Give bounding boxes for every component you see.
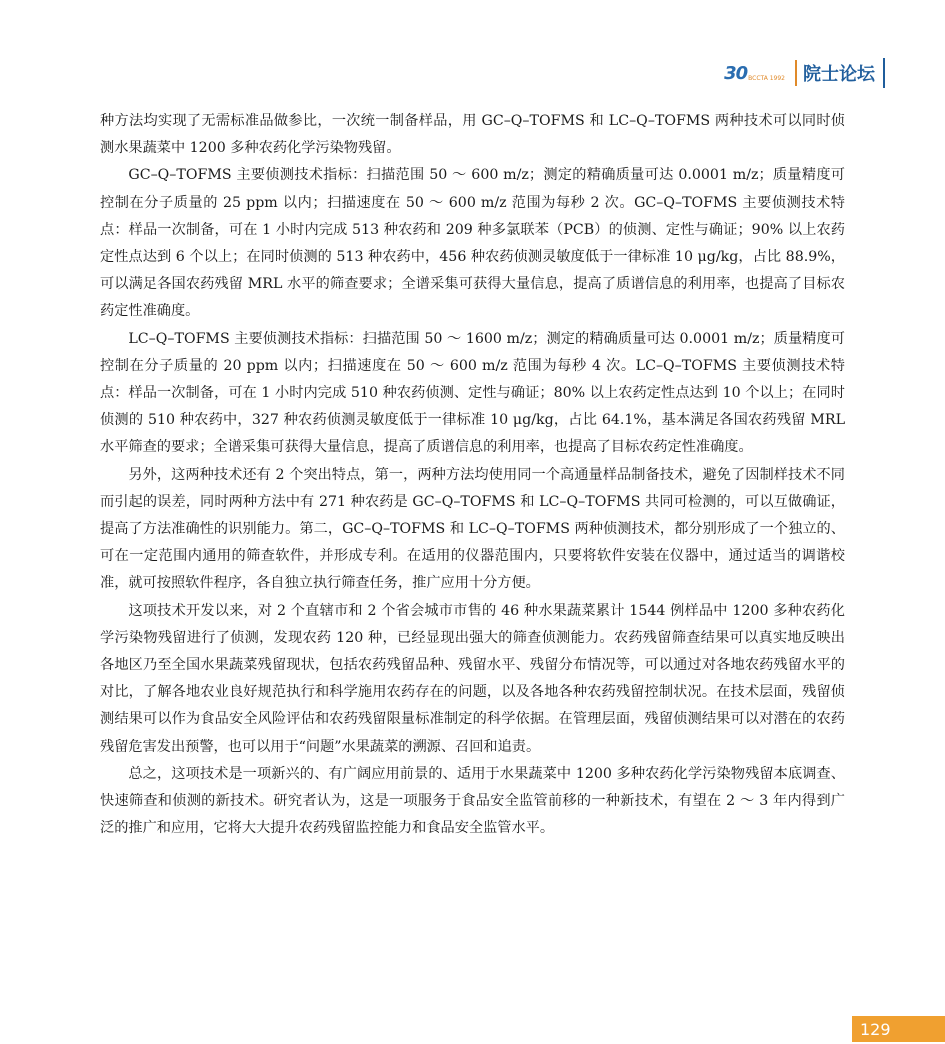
logo-sub: BCCTA 1992 [748,74,785,82]
paragraph-1: 种方法均实现了无需标准品做参比，一次统一制备样品，用 GC–Q–TOFMS 和 LC–Q–TOFMS 两种技术可以同时侦测水果蔬菜中 1200 多种农药化学污染物残留。 [100,113,845,157]
page-number: 129 [852,1016,945,1042]
page-header [724,58,885,88]
paragraph-2: GC–Q–TOFMS 主要侦测技术指标：扫描范围 50 ～ 600 m/z；测定的精确质量可达 0.0001 m/z；质量精度可控制在分子质量的 25 ppm 以内；扫描速度在 50 ～ 600 m/z 范围为每秒 2 次。GC–Q–TOFMS 主要侦测技术特点：样品一次制备，可在 1 小时内完成 513 种农药和 209 种多氯联苯（PCB）的侦测、定性与确证；90% 以上农药定性点达到 6 个以上；在同时侦测的 513 种农药中，456 种农药侦测灵敏度低于一律标准 10 μg/kg，占比 88.9%，可以满足各国农药残留 MRL 水平的筛查要求；全谱采集可获得大量信息，提高了质谱信息的利用率，也提高了目标农药定性准确度。 [100,167,845,320]
section-title: 院士论坛 [803,64,875,85]
article-body [100,108,845,842]
paragraph-5: 这项技术开发以来，对 2 个直辖市和 2 个省会城市市售的 46 种水果蔬菜累计 1544 例样品中 1200 多种农药化学污染物残留进行了侦测，发现农药 120 种，已经显现出强大的筛查侦测能力。农药残留筛查结果可以真实地反映出各地区乃至全国水果蔬菜残留现状，包括农药残留品种、残留水平、残留分布情况等，可以通过对各地农药残留水平的对比，了解各地农业良好规范执行和科学施用农药存在的问题，以及各地各种农药残留控制状况。在技术层面，残留侦测结果可以作为食品安全风险评估和农药残留限量标准制定的科学依据。在管理层面，残留侦测结果可以对潜在的农药残留危害发出预警，也可以用于“问题”水果蔬菜的溯源、召回和追责。 [100,602,845,755]
paragraph-4: 另外，这两种技术还有 2 个突出特点，第一，两种方法均使用同一个高通量样品制备技术，避免了因制样技术不同而引起的误差，同时两种方法中有 271 种农药是 GC–Q–TOFMS 和 LC–Q–TOFMS 共同可检测的，可以互做确证，提高了方法准确性的识别能力。第二，GC–Q–TOFMS 和 LC–Q–TOFMS 两种侦测技术，都分别形成了一个独立的、可在一定范围内通用的筛查软件，并形成专利。在适用的仪器范围内，只要将软件安装在仪器中，通过适当的调谐校准，就可按照软件程序，各自独立执行筛查任务，推广应用十分方便。 [100,466,845,592]
logo-divider [795,60,797,86]
anniversary-logo [724,63,785,84]
paragraph-6: 总之，这项技术是一项新兴的、有广阔应用前景的、适用于水果蔬菜中 1200 多种农药化学污染物残留本底调查、快速筛查和侦测的新技术。研究者认为，这是一项服务于食品安全监管前移的一种新技术，有望在 2 ～ 3 年内得到广泛的推广和应用，它将大大提升农药残留监控能力和食品安全监管水平。 [100,765,845,837]
paragraph-3: LC–Q–TOFMS 主要侦测技术指标：扫描范围 50 ～ 1600 m/z；测定的精确质量可达 0.0001 m/z；质量精度可控制在分子质量的 20 ppm 以内；扫描速度在 50 ～ 600 m/z 范围为每秒 4 次。LC–Q–TOFMS 主要侦测技术特点：样品一次制备，可在 1 小时内完成 510 种农药侦测、定性与确证；80% 以上农药定性点达到 10 个以上；在同时侦测的 510 种农药中，327 种农药侦测灵敏度低于一律标准 10 μg/kg，占比 64.1%，基本满足各国农药残留 MRL 水平筛查的要求；全谱采集可获得大量信息，提高了质谱信息的利用率，也提高了目标农药定性准确度。 [100,330,845,456]
logo-number: 30 [724,62,748,84]
header-bar [883,58,885,88]
